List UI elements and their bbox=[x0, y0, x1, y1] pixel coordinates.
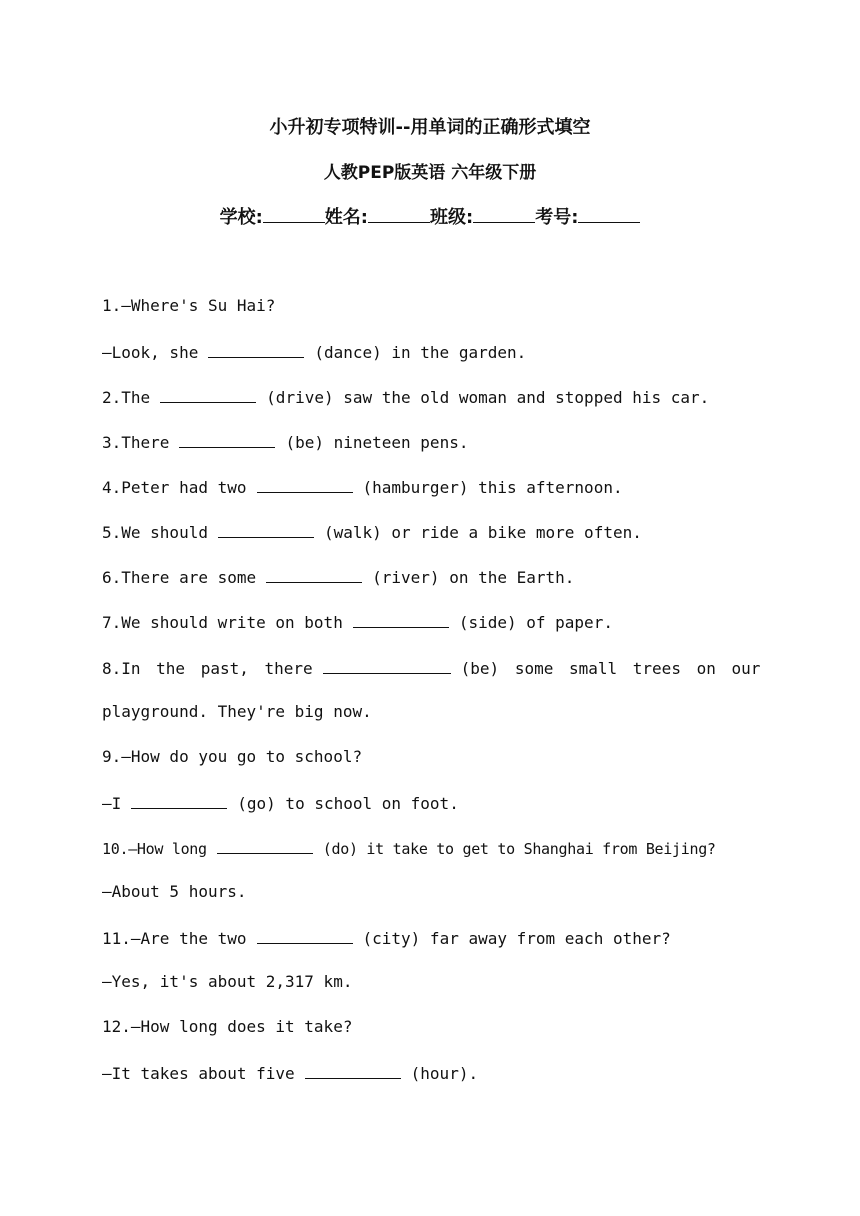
question-line bbox=[102, 1062, 478, 1084]
answer-blank[interactable] bbox=[257, 476, 353, 493]
question-text: (dance) in the garden. bbox=[314, 343, 527, 362]
question-line bbox=[102, 657, 760, 679]
answer-blank[interactable] bbox=[257, 927, 353, 944]
question-text: (city) far away from each other? bbox=[362, 929, 671, 948]
answer-blank[interactable] bbox=[160, 386, 256, 403]
answer-blank[interactable] bbox=[218, 521, 314, 538]
answer-blank[interactable] bbox=[323, 657, 451, 674]
answer-blank[interactable] bbox=[353, 611, 449, 628]
class-blank[interactable] bbox=[473, 204, 535, 223]
name-blank[interactable] bbox=[368, 204, 430, 223]
question-line bbox=[102, 837, 716, 859]
question-text: 4.Peter had two bbox=[102, 478, 247, 497]
question-text: (side) of paper. bbox=[458, 613, 613, 632]
question-line bbox=[102, 927, 671, 949]
student-info-line bbox=[0, 203, 860, 229]
question-text: —It takes about five bbox=[102, 1064, 295, 1083]
question-text: 6.There are some bbox=[102, 568, 257, 587]
exam-number-blank[interactable] bbox=[578, 204, 640, 223]
question-text: (hamburger) this afternoon. bbox=[362, 478, 623, 497]
question-text: 12.—How long does it take? bbox=[102, 1017, 353, 1036]
question-text: 1.—Where's Su Hai? bbox=[102, 296, 276, 315]
answer-blank[interactable] bbox=[179, 431, 275, 448]
question-text: (drive) saw the old woman and stopped his car. bbox=[266, 388, 710, 407]
question-text: 2.The bbox=[102, 388, 151, 407]
answer-blank[interactable] bbox=[208, 341, 304, 358]
question-text: 8.In the past, there bbox=[102, 659, 313, 678]
question-line bbox=[102, 476, 623, 498]
answer-blank[interactable] bbox=[217, 837, 313, 854]
question-text: (go) to school on foot. bbox=[237, 794, 459, 813]
question-line bbox=[102, 296, 275, 316]
question-text: (hour). bbox=[410, 1064, 479, 1083]
class-label: 班级: bbox=[430, 207, 474, 228]
question-line bbox=[102, 972, 352, 992]
question-text: —Yes, it's about 2,317 km. bbox=[102, 972, 353, 991]
question-line bbox=[102, 431, 468, 453]
question-line bbox=[102, 882, 247, 902]
answer-blank[interactable] bbox=[131, 792, 227, 809]
question-text: —About 5 hours. bbox=[102, 882, 247, 901]
answer-blank[interactable] bbox=[305, 1062, 401, 1079]
question-text: (be) nineteen pens. bbox=[285, 433, 469, 452]
question-line bbox=[102, 611, 613, 633]
question-text: 9.—How do you go to school? bbox=[102, 747, 363, 766]
name-label: 姓名: bbox=[324, 207, 368, 228]
question-line bbox=[102, 521, 642, 543]
page-title: 小升初专项特训--用单词的正确形式填空 bbox=[269, 117, 591, 138]
question-line bbox=[102, 747, 362, 767]
question-line bbox=[102, 702, 372, 722]
question-line bbox=[102, 1017, 352, 1037]
question-text: —I bbox=[102, 794, 122, 813]
question-text: (walk) or ride a bike more often. bbox=[323, 523, 642, 542]
question-line bbox=[102, 566, 574, 588]
school-blank[interactable] bbox=[263, 204, 325, 223]
question-text: (do) it take to get to Shanghai from Beijing? bbox=[322, 840, 716, 858]
page-subtitle: 人教PEP版英语 六年级下册 bbox=[323, 163, 537, 183]
question-text: —Look, she bbox=[102, 343, 199, 362]
question-line bbox=[102, 386, 709, 408]
question-text: 7.We should write on both bbox=[102, 613, 343, 632]
school-label: 学校: bbox=[219, 207, 263, 228]
question-text: 5.We should bbox=[102, 523, 208, 542]
question-line bbox=[102, 792, 459, 814]
question-text: (river) on the Earth. bbox=[372, 568, 575, 587]
question-text: 11.—Are the two bbox=[102, 929, 247, 948]
question-text: (be) some small trees on our bbox=[460, 659, 761, 678]
question-text: 10.—How long bbox=[102, 840, 207, 858]
exam-number-label: 考号: bbox=[535, 207, 579, 228]
answer-blank[interactable] bbox=[266, 566, 362, 583]
question-text: 3.There bbox=[102, 433, 170, 452]
question-line bbox=[102, 341, 526, 363]
question-text: playground. They're big now. bbox=[102, 702, 372, 721]
